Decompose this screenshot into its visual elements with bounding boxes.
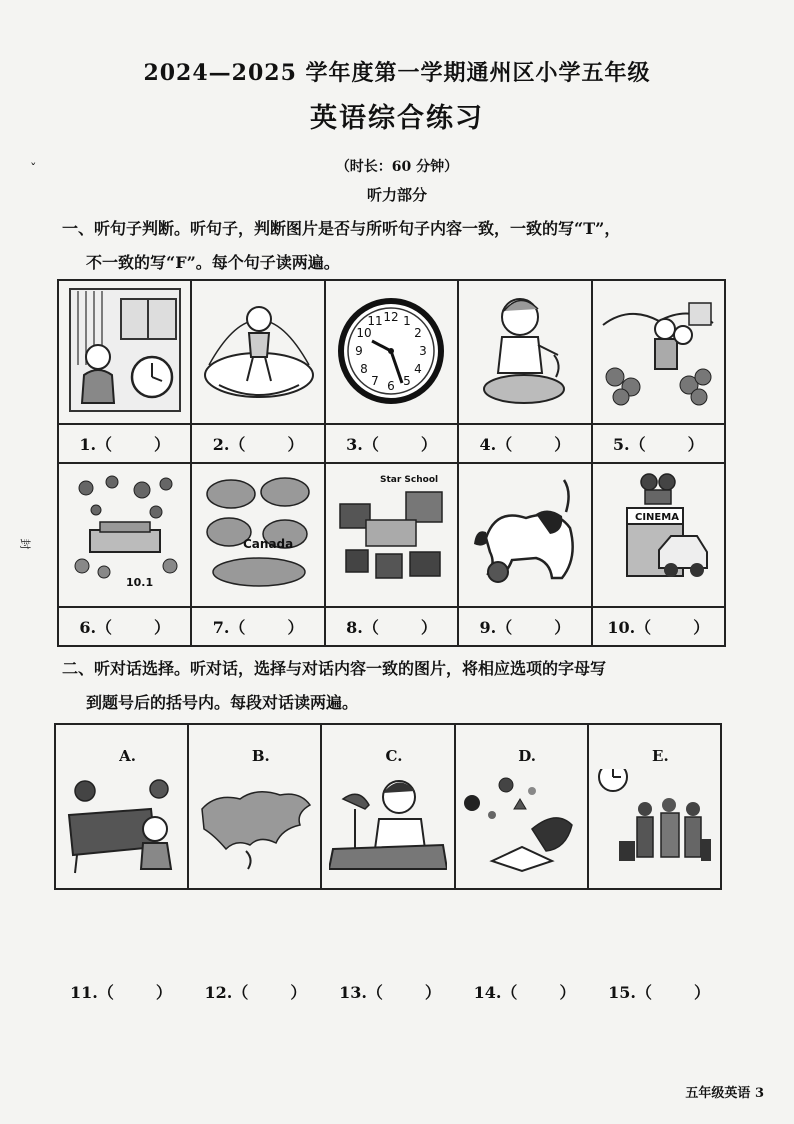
part2-instruction-line1: 二、听对话选择。听对话，选择与对话内容一致的图片，将相应选项的字母写 (62, 659, 607, 678)
farmers-garden-icon (599, 285, 717, 415)
part1-instruction (62, 212, 620, 280)
answer-slot-12[interactable]: 12.（ ） (204, 983, 307, 1002)
svg-text:6: 6 (387, 379, 396, 393)
picture-7 (191, 463, 324, 607)
answer-slot-1[interactable]: 1.（ ） (58, 424, 191, 463)
answer-slot-14[interactable]: 14.（ ） (473, 983, 576, 1002)
picture-6 (58, 463, 191, 607)
svg-text:7: 7 (371, 374, 380, 388)
part2-grid (54, 723, 722, 890)
part2-answer-row (70, 980, 710, 1003)
answer-slot-10[interactable]: 10.（ ） (592, 607, 725, 646)
svg-text:11: 11 (367, 314, 384, 328)
family-travel-icon (595, 769, 713, 879)
answer-slot-9[interactable]: 9.（ ） (458, 607, 591, 646)
part2-instruction (62, 652, 606, 720)
tick-mark: ˇ (30, 162, 37, 177)
answer-slot-5[interactable]: 5.（ ） (592, 424, 725, 463)
school-label: Star School (380, 475, 439, 485)
svg-text:1: 1 (403, 314, 412, 328)
answer-slot-2[interactable]: 2.（ ） (191, 424, 324, 463)
page-footer: 五年级英语 3 (685, 1086, 764, 1101)
answer-slot-13[interactable]: 13.（ ） (339, 983, 441, 1002)
answer-slot-11[interactable]: 11.（ ） (70, 983, 172, 1002)
option-b (188, 724, 321, 889)
boy-washing-clothes-icon (466, 285, 584, 415)
canada-map-icon (199, 468, 317, 598)
option-a (55, 724, 188, 889)
answer-slot-7[interactable]: 7.（ ） (191, 607, 324, 646)
canada-label: Canada (243, 537, 294, 551)
part2-instruction-line2: 到题号后的括号内。每段对话读两遍。 (86, 693, 359, 712)
clock-icon (332, 285, 450, 415)
exam-duration: （时长：60 分钟） (335, 159, 459, 175)
svg-text:2: 2 (414, 326, 423, 340)
girl-skipping-rope-icon (199, 285, 317, 415)
boy-studying-icon (329, 769, 447, 879)
cinema-label: CINEMA (635, 512, 680, 523)
option-e (588, 724, 721, 889)
children-at-desk-icon (63, 769, 181, 879)
picture-2 (191, 280, 324, 424)
svg-text:5: 5 (403, 374, 412, 388)
exam-title: 2024—2025 学年度第一学期通州区小学五年级 (143, 60, 651, 86)
national-day-label: 10.1 (125, 576, 153, 589)
answer-slot-3[interactable]: 3.（ ） (325, 424, 458, 463)
option-letter-d: D. (518, 746, 536, 765)
option-c (321, 724, 454, 889)
option-letter-c: C. (385, 746, 403, 765)
picture-1 (58, 280, 191, 424)
world-map-icon (196, 769, 314, 879)
svg-text:4: 4 (414, 362, 423, 376)
boy-with-clock-icon (66, 285, 184, 415)
svg-text:9: 9 (355, 344, 364, 358)
svg-text:12: 12 (383, 310, 400, 324)
picture-8 (325, 463, 458, 607)
svg-text:8: 8 (360, 362, 369, 376)
answer-slot-8[interactable]: 8.（ ） (325, 607, 458, 646)
national-day-icon (66, 468, 184, 598)
binding-mark: 封 (18, 538, 32, 550)
space-book-icon (462, 769, 580, 879)
option-letter-b: B. (251, 746, 270, 765)
picture-10 (592, 463, 725, 607)
picture-4 (458, 280, 591, 424)
answer-slot-4[interactable]: 4.（ ） (458, 424, 591, 463)
answer-slot-15[interactable]: 15.（ ） (608, 983, 710, 1002)
part1-instruction-line1: 一、听句子判断。听句子，判断图片是否与所听句子内容一致，一致的写“T”， (62, 219, 621, 238)
svg-text:10: 10 (356, 326, 373, 340)
picture-3 (325, 280, 458, 424)
option-d (455, 724, 588, 889)
svg-text:3: 3 (419, 344, 428, 358)
picture-9 (458, 463, 591, 607)
answer-slot-6[interactable]: 6.（ ） (58, 607, 191, 646)
option-letter-e: E. (652, 746, 669, 765)
picture-5 (592, 280, 725, 424)
section-heading: 听力部分 (366, 186, 427, 204)
school-buildings-icon (332, 468, 450, 598)
dog-with-ball-icon (466, 468, 584, 598)
part1-instruction-line2: 不一致的写“F”。每个句子读两遍。 (86, 253, 340, 272)
cinema-icon (599, 468, 717, 598)
option-letter-a: A. (119, 746, 137, 765)
exam-subtitle: 英语综合练习 (310, 103, 484, 134)
part1-grid (57, 279, 726, 647)
